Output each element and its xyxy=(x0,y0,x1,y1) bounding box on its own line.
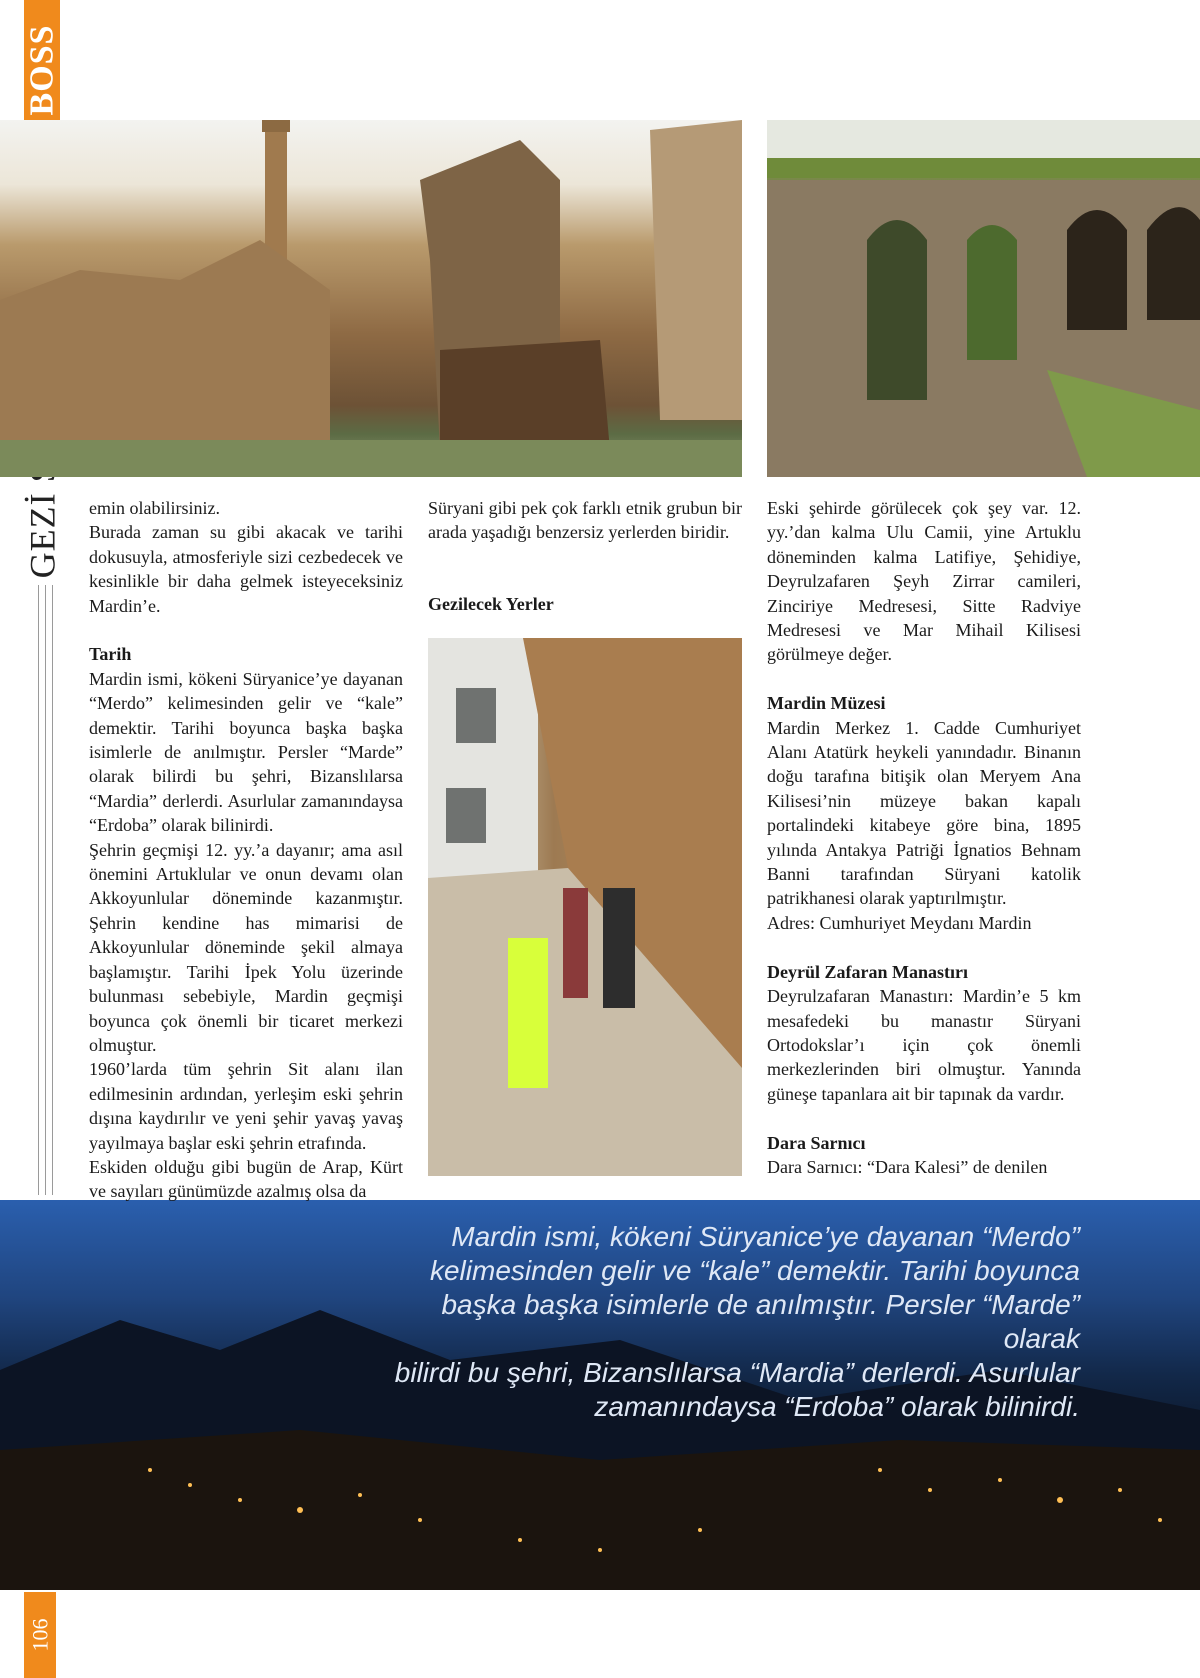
heading-deyrul-zafaran: Deyrül Zafaran Manastırı xyxy=(767,961,968,982)
paragraph: Şehrin geçmişi 12. yy.’a dayanır; ama asıl önemini Artuklular ve onun devamı olan Akkoyunlular döneminde kazanmıştır. Şehrin kendine has mimarisi de Akkoyunlular döneminde şekil almaya başlamıştır. Tarihi İpek Yolu üzerinde bulunması sebebiyle, Mardin geçmişi boyunca çok önemli bir ticaret merkezi olmuştur. xyxy=(89,839,403,1055)
paragraph: Deyrulzafaran Manastırı: Mardin’e 5 km mesafedeki bu manastır Süryani Ortodokslar’ı için çok önemli merkezlerinden biri olmuştur. Yanında güneşe tapanlara ait bir tapınak da vardır. xyxy=(767,986,1081,1104)
paragraph: Dara Sarnıcı: “Dara Kalesi” de denilen xyxy=(767,1156,1048,1177)
divider-line xyxy=(38,585,39,1195)
address-line: Adres: Cumhuriyet Meydanı Mardin xyxy=(767,912,1032,933)
pull-quote xyxy=(360,1220,1080,1424)
article-column-3 xyxy=(767,496,1081,1179)
paragraph: Eskiden olduğu gibi bugün de Arap, Kürt ve sayıları günümüzde azalmış olsa da xyxy=(89,1156,403,1202)
pull-quote-line: kelimesinden gelir ve “kale” demektir. Tarihi boyunca xyxy=(429,1255,1080,1286)
paragraph: Süryani gibi pek çok farklı etnik grubun bir arada yaşadığı benzersiz yerlerden biridir. xyxy=(428,498,742,543)
heading-gezilecek-yerler-wrap xyxy=(428,592,742,616)
article-column-1 xyxy=(89,496,403,1204)
pull-quote-line: başka başka isimlerle de anılmıştır. Persler “Marde” olarak xyxy=(441,1289,1080,1354)
page-number: 106 xyxy=(24,1592,56,1678)
paragraph: Eski şehirde görülecek çok şey var. 12. yy.’dan kalma Ulu Camii, yine Artuklu döneminden kalma Latifiye, Şehidiye, Deyrulzafaren Şeyh Zirrar camileri, Zinciriye Medresesi, Sitte Radviye Medresesi ve Mar Mihail Kilisesi görülmeye değer. xyxy=(767,498,1081,665)
divider-line xyxy=(52,585,53,1195)
paragraph: 1960’larda tüm şehrin Sit alanı ilan edilmesinin ardından, yerleşim eski şehrin dışına kaydırılır ve yeni şehir yavaş yavaş yayılmaya başlar eski şehrin etrafında. xyxy=(89,1059,403,1153)
pull-quote-line: zamanındaysa “Erdoba” olarak bilinirdi. xyxy=(594,1391,1080,1422)
heading-tarih: Tarih xyxy=(89,644,132,665)
divider-line xyxy=(45,585,46,1195)
hasankeyf-cliffs-photo xyxy=(0,120,742,477)
stone-aqueduct-photo xyxy=(767,120,1200,477)
paragraph: Mardin ismi, kökeni Süryanice’ye dayanan “Merdo” kelimesinden gelir ve “kale” demektir. Tarihi boyunca başka başka isimlerle de anılmıştır. Persler “Marde” olarak bilirdi bu şehri, Bizanslılarsa “Mardia” derlerdi. Asurlular zamanındaysa “Erdoba” olarak bilinirdi. xyxy=(89,668,403,836)
heading-dara-sarnici: Dara Sarnıcı xyxy=(767,1132,866,1153)
pull-quote-line: Mardin ismi, kökeni Süryanice’ye dayanan “Merdo” xyxy=(451,1221,1080,1252)
paragraph: Mardin Merkez 1. Cadde Cumhuriyet Alanı Atatürk heykeli yanındadır. Binanın doğu tarafına bitişik olan Meryem Ana Kilisesi’nin müzeye bakan kapalı portalindeki kitabeye göre bina, 1895 yılında Antakya Patriği İgnatios Behnam Banni tarafından Süryani katolik patrikhanesi olarak yaptırılmıştır. xyxy=(767,717,1081,909)
paragraph: emin olabilirsiniz. xyxy=(89,498,220,518)
article-column-2 xyxy=(428,496,742,545)
pull-quote-line: bilirdi bu şehri, Bizanslılarsa “Mardia” derlerdi. Asurlular xyxy=(394,1357,1080,1388)
paragraph: Burada zaman su gibi akacak ve tarihi dokusuyla, atmosferiyle sizi cezbedecek ve kesinlikle bir daha gelmek isteyeceksiniz Mardin’e. xyxy=(89,522,403,616)
heading-mardin-muzesi: Mardin Müzesi xyxy=(767,693,886,714)
brand-logo: BOSS xyxy=(23,24,61,116)
heading-gezilecek-yerler: Gezilecek Yerler xyxy=(428,594,554,614)
children-in-alley-photo xyxy=(428,638,742,1176)
